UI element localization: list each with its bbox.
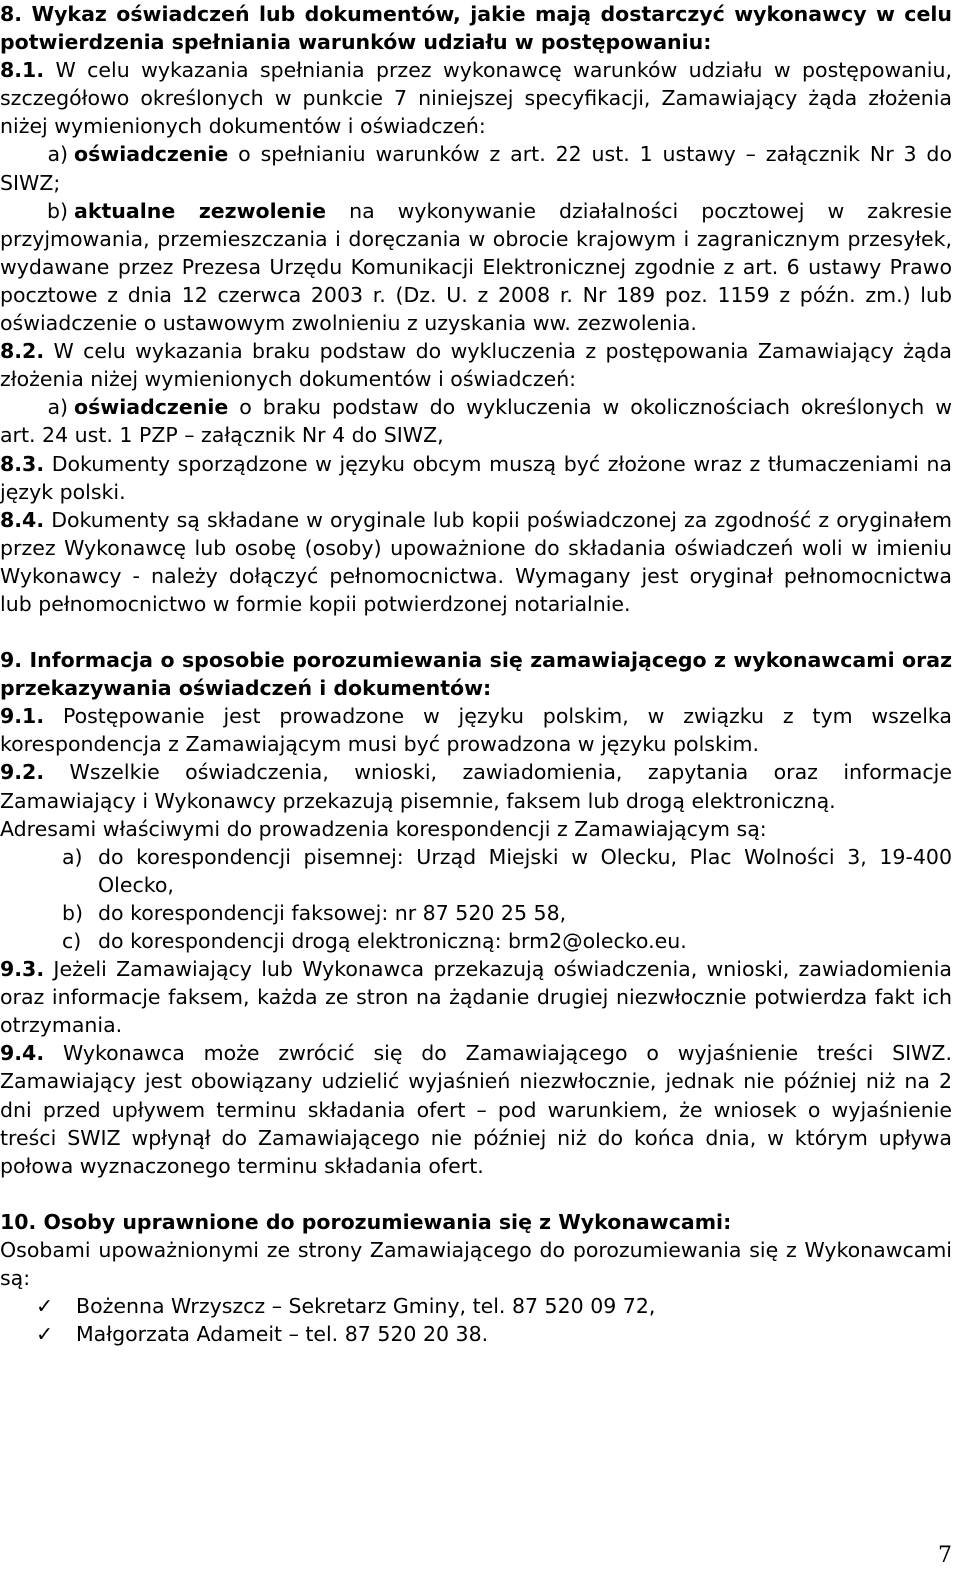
paragraph-9-2 xyxy=(0,758,952,814)
list-label: c) xyxy=(62,929,82,953)
list-text: do korespondencji drogą elektroniczną: brm2@olecko.eu. xyxy=(98,929,687,953)
list-label: b) xyxy=(62,900,84,925)
paragraph-9-1 xyxy=(0,702,952,758)
person-text: Bożenna Wrzyszcz – Sekretarz Gminy, tel. 87 520 09 72, xyxy=(76,1294,656,1319)
list-text: o braku podstaw do wykluczenia w okolicznościach określonych w art. 24 ust. 1 PZP – załącznik Nr 4 do SIWZ, xyxy=(0,395,952,448)
address-item-b xyxy=(0,899,952,927)
list-item-b xyxy=(0,197,952,337)
paragraph-8-3 xyxy=(0,450,952,506)
paragraph-number: 8.2. xyxy=(0,339,45,364)
paragraph-text: Wszelkie oświadczenia, wnioski, zawiadomienia, zapytania oraz informacje Zamawiający i Wykonawcy przekazują pisemnie, faksem lub drogą elektroniczną. xyxy=(0,760,952,813)
paragraph-9-3 xyxy=(0,955,952,1039)
list-bold: oświadczenie xyxy=(74,142,229,167)
paragraph-number: 9.2. xyxy=(0,760,45,785)
paragraph-text: Postępowanie jest prowadzone w języku polskim, w związku z tym wszelka korespondencja z Zamawiającym musi być prowadzona w języku polskim. xyxy=(0,704,952,757)
list-label: b) xyxy=(46,198,68,223)
list-bold: oświadczenie xyxy=(74,395,229,420)
paragraph-8-2 xyxy=(0,337,952,393)
person-text: Małgorzata Adameit – tel. 87 520 20 38. xyxy=(76,1322,489,1347)
person-item xyxy=(0,1292,952,1320)
list-text: na wykonywanie działalności pocztowej w zakresie przyjmowania, przemieszczania i doręczania w obrocie krajowym i zagranicznym przesyłek, wydawane przez Prezesa Urzędu Komunikacji Elektronicznej zgodnie z art. 6 ustawy Prawo pocztowe z dnia 12 czerwca 2003 r. (Dz. U. z 2008 r. Nr 189 poz. 1159 z późn. zm.) lub oświadczenie o ustawowym zwolnieniu z uzyskania ww. zezwolenia. xyxy=(0,198,952,336)
paragraph-number: 8.1. xyxy=(0,58,45,83)
paragraph-9-4 xyxy=(0,1039,952,1179)
list-text: do korespondencji faksowej: nr 87 520 25 58, xyxy=(98,900,567,925)
paragraph-text: W celu wykazania braku podstaw do wykluczenia z postępowania Zamawiający żąda złożenia niżej wymienionych dokumentów i oświadczeń: xyxy=(0,339,952,392)
section-9-heading: 9. Informacja o sposobie porozumiewania się zamawiającego z wykonawcami oraz przekazywania oświadczeń i dokumentów: xyxy=(0,648,952,701)
person-item xyxy=(0,1320,952,1348)
paragraph-text: Dokumenty są składane w oryginale lub kopii poświadczonej za zgodność z oryginałem przez Wykonawcę lub osobę (osoby) upoważnione do składania oświadczeń woli w imieniu Wykonawcy - należy dołączyć pełnomocnictwa. Wymagany jest oryginał pełnomocnictwa lub pełnomocnictwo w formie kopii potwierdzonej notarialnie. xyxy=(0,507,952,616)
paragraph-text: W celu wykazania spełniania przez wykonawcę warunków udziału w postępowaniu, szczegółowo określonych w punkcie 7 niniejszej specyfikacji, Zamawiający żąda złożenia niżej wymienionych dokumentów i oświadczeń: xyxy=(0,58,952,139)
address-item-a xyxy=(0,843,952,899)
list-text: do korespondencji pisemnej: Urząd Miejski w Olecku, Plac Wolności 3, 19-400 Olecko, xyxy=(98,844,952,897)
address-item-c xyxy=(0,927,952,955)
list-bold: aktualne zezwolenie xyxy=(74,198,327,223)
list-label: a) xyxy=(62,844,83,869)
paragraph-number: 9.4. xyxy=(0,1041,45,1066)
paragraph-number: 9.1. xyxy=(0,704,45,729)
paragraph-8-4 xyxy=(0,506,952,618)
paragraph-8-1 xyxy=(0,56,952,140)
spacer xyxy=(0,618,952,646)
paragraph-number: 8.3. xyxy=(0,451,45,476)
spacer xyxy=(0,1180,952,1208)
list-label: a) xyxy=(47,395,68,420)
list-text: o spełnianiu warunków z art. 22 ust. 1 ustawy – załącznik Nr 3 do SIWZ; xyxy=(0,142,952,195)
section-8-heading: 8. Wykaz oświadczeń lub dokumentów, jakie mają dostarczyć wykonawcy w celu potwierdzenia spełniania warunków udziału w postępowaniu: xyxy=(0,2,952,55)
paragraph-text: Dokumenty sporządzone w języku obcym muszą być złożone wraz z tłumaczeniami na język polski. xyxy=(0,451,952,504)
paragraph-number: 8.4. xyxy=(0,507,45,532)
paragraph-text: Wykonawca może zwrócić się do Zamawiającego o wyjaśnienie treści SIWZ. Zamawiający jest obowiązany udzielić wyjaśnień niezwłocznie, jednak nie później niż na 2 dni przed upływem terminu składania ofert – pod warunkiem, że wniosek o wyjaśnienie treści SWIZ wpłynął do Zamawiającego nie później niż do końca dnia, w którym upływa połowa wyznaczonego terminu składania ofert. xyxy=(0,1041,952,1178)
persons-intro: Osobami upoważnionymi ze strony Zamawiającego do porozumiewania się z Wykonawcami są: xyxy=(0,1237,952,1291)
page-number: 7 xyxy=(938,1543,952,1568)
paragraph-number: 9.3. xyxy=(0,957,45,982)
list-item-a-2 xyxy=(0,393,952,449)
section-10-heading: 10. Osoby uprawnione do porozumiewania się z Wykonawcami: xyxy=(0,1209,732,1234)
checkmark-icon: ✓ xyxy=(36,1294,54,1319)
list-label: a) xyxy=(47,142,68,167)
paragraph-text: Jeżeli Zamawiający lub Wykonawca przekazują oświadczenia, wnioski, zawiadomienia oraz informacje faksem, każda ze stron na żądanie drugiej niezwłocznie potwierdza fakt ich otrzymania. xyxy=(0,957,952,1038)
checkmark-icon: ✓ xyxy=(36,1322,54,1347)
address-intro: Adresami właściwymi do prowadzenia korespondencji z Zamawiającym są: xyxy=(0,816,767,841)
list-item-a xyxy=(0,140,952,196)
